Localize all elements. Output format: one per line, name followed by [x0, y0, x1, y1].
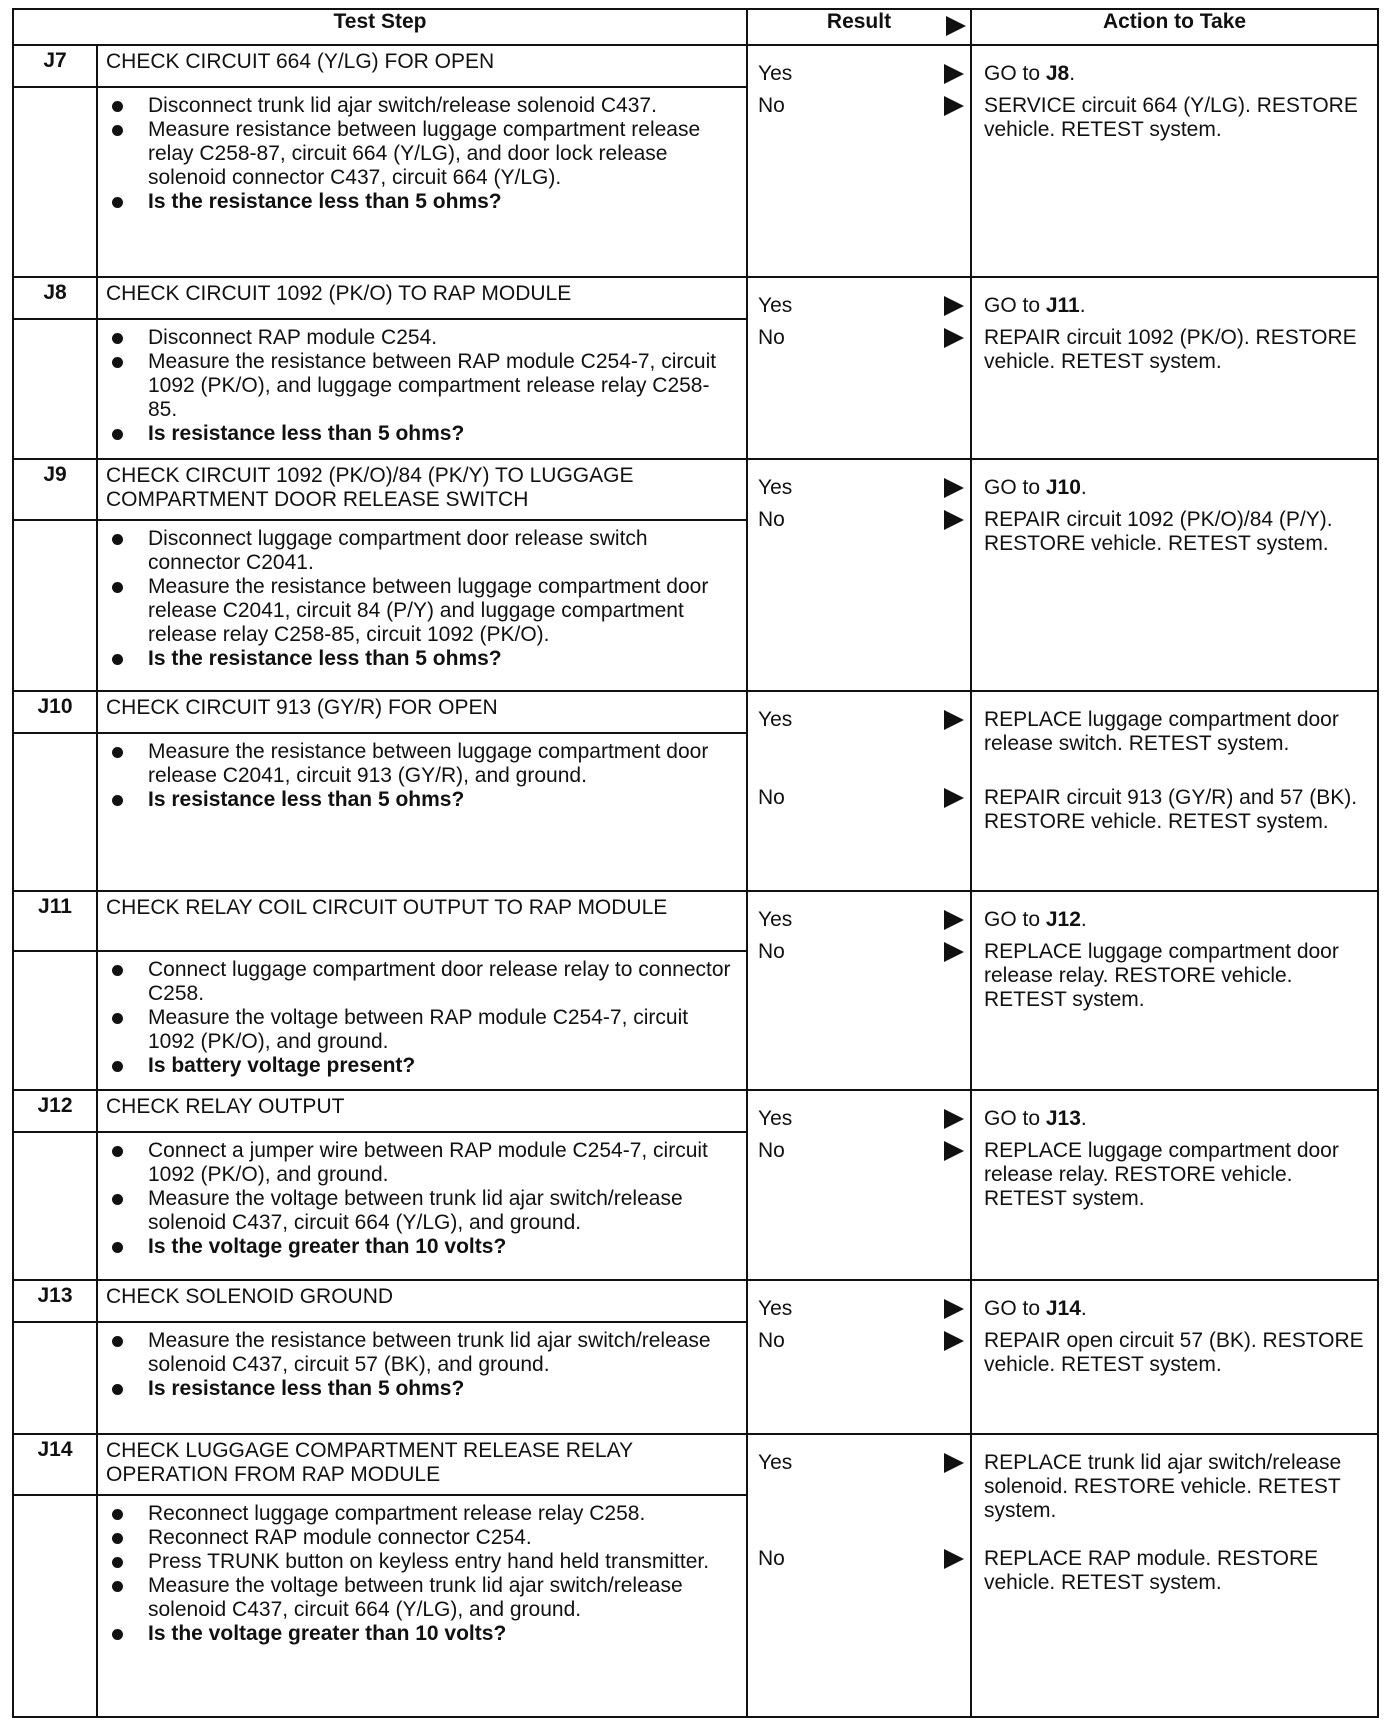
step-id-spacer: [13, 1495, 97, 1717]
bullet-list: [106, 1502, 738, 1646]
step-id: J10: [13, 691, 97, 733]
step-id: J12: [13, 1090, 97, 1132]
action-text-main: REPAIR open circuit 57 (BK). RESTORE vehicle. RETEST system.: [984, 1328, 1364, 1376]
bullet-item: Connect a jumper wire between RAP module C254-7, circuit 1092 (PK/O), and ground.: [106, 1139, 738, 1187]
action-step-ref: J14: [1045, 1296, 1081, 1320]
arrow-right-icon: [944, 1331, 964, 1351]
arrow-right-icon: [944, 710, 964, 730]
diagnostic-table: [12, 8, 1379, 1718]
bullet-item: Measure resistance between luggage compartment release relay C258-87, circuit 664 (Y/LG), and door lock release solenoid connector C437, circuit 664 (Y/LG).: [106, 118, 738, 190]
arrow-right-icon: [944, 510, 964, 530]
action-text: [984, 1329, 1369, 1377]
result-line: [758, 1329, 964, 1353]
result-label: Yes: [758, 61, 793, 85]
action-text-suffix: .: [1069, 61, 1076, 85]
bullet-item: Measure the voltage between RAP module C254-7, circuit 1092 (PK/O), and ground.: [106, 1006, 738, 1054]
step-id: J14: [13, 1434, 97, 1495]
action-text: [984, 1139, 1369, 1211]
action-text-main: REPLACE luggage compartment door release relay. RESTORE vehicle. RETEST system.: [984, 1138, 1339, 1210]
arrow-right-icon: [944, 1109, 964, 1129]
result-line: [758, 908, 964, 932]
bullet-item: Reconnect RAP module connector C254.: [106, 1526, 738, 1550]
action-text-main: REPLACE luggage compartment door release switch. RETEST system.: [984, 707, 1339, 755]
step-id-spacer: [13, 319, 97, 458]
action-text-suffix: .: [1080, 1106, 1087, 1130]
action-text: [984, 94, 1369, 142]
step-instructions: [97, 951, 747, 1090]
step-title-row: [13, 45, 1378, 87]
result-line: [758, 94, 964, 118]
step-title: CHECK CIRCUIT 664 (Y/LG) FOR OPEN: [97, 45, 747, 87]
action-step-ref: J13: [1045, 1106, 1081, 1130]
result-cell: [747, 1090, 971, 1280]
step-instructions: [97, 733, 747, 891]
step-id: J7: [13, 45, 97, 87]
step-id: J11: [13, 891, 97, 950]
action-cell: [971, 1434, 1378, 1717]
action-text-main: GO to: [984, 61, 1046, 85]
step-title-row: [13, 1090, 1378, 1132]
header-row: [13, 9, 1378, 45]
bullet-list: [106, 958, 738, 1078]
bullet-item: Measure the voltage between trunk lid ajar switch/release solenoid C437, circuit 664 (Y/LG), and ground.: [106, 1187, 738, 1235]
step-question: Is resistance less than 5 ohms?: [106, 422, 738, 446]
action-text-suffix: .: [1080, 1296, 1087, 1320]
step-question: Is resistance less than 5 ohms?: [106, 788, 738, 812]
step-id-spacer: [13, 733, 97, 891]
action-text-main: REPAIR circuit 913 (GY/R) and 57 (BK). RESTORE vehicle. RETEST system.: [984, 785, 1358, 833]
bullet-item: Measure the resistance between RAP module C254-7, circuit 1092 (PK/O), and luggage compartment release relay C258-85.: [106, 350, 738, 422]
result-label: No: [758, 507, 785, 531]
arrow-right-icon: [944, 1141, 964, 1161]
action-text-suffix: .: [1079, 294, 1086, 318]
step-title: CHECK RELAY OUTPUT: [97, 1090, 747, 1132]
action-text-main: GO to: [984, 1106, 1046, 1130]
bullet-item: Reconnect luggage compartment release relay C258.: [106, 1502, 738, 1526]
action-step-ref: J8: [1045, 61, 1070, 85]
arrow-right-icon: [944, 788, 964, 808]
action-text: [984, 62, 1369, 86]
arrow-right-icon: [946, 16, 966, 36]
result-cell: [747, 1434, 971, 1717]
result-label: Yes: [758, 908, 793, 932]
result-line: [758, 326, 964, 350]
step-id-spacer: [13, 1322, 97, 1434]
step-title-row: [13, 277, 1378, 319]
action-text-main: GO to: [984, 908, 1046, 932]
header-result: [747, 9, 971, 45]
result-line: [758, 476, 964, 500]
bullet-list: [106, 740, 738, 812]
arrow-right-icon: [944, 328, 964, 348]
result-label: Yes: [758, 1450, 793, 1474]
action-text-suffix: .: [1080, 475, 1087, 499]
step-question: Is the voltage greater than 10 volts?: [106, 1235, 738, 1259]
action-text-main: REPAIR circuit 1092 (PK/O). RESTORE vehicle. RETEST system.: [984, 326, 1357, 374]
result-cell: [747, 891, 971, 1089]
step-title: CHECK CIRCUIT 1092 (PK/O) TO RAP MODULE: [97, 277, 747, 319]
step-id: J8: [13, 277, 97, 319]
arrow-right-icon: [944, 942, 964, 962]
result-cell: [747, 459, 971, 691]
result-line: [758, 1297, 964, 1321]
arrow-right-icon: [944, 1549, 964, 1569]
step-instructions: [97, 1322, 747, 1434]
action-text-main: REPLACE luggage compartment door release relay. RESTORE vehicle. RETEST system.: [984, 940, 1339, 1012]
bullet-item: Measure the voltage between trunk lid ajar switch/release solenoid C437, circuit 664 (Y/LG), and ground.: [106, 1574, 738, 1622]
result-label: Yes: [758, 1296, 793, 1320]
result-cell: [747, 45, 971, 277]
result-cell: [747, 691, 971, 892]
action-text: [984, 508, 1369, 556]
action-text: [984, 326, 1369, 374]
result-label: Yes: [758, 294, 793, 318]
result-label: No: [758, 785, 785, 809]
step-question: Is resistance less than 5 ohms?: [106, 1377, 738, 1401]
action-text: [984, 786, 1369, 834]
result-line: [758, 1451, 964, 1475]
result-label: Yes: [758, 1106, 793, 1130]
header-result-label: Result: [826, 10, 892, 33]
action-text-main: SERVICE circuit 664 (Y/LG). RESTORE vehicle. RETEST system.: [984, 93, 1358, 141]
result-line: [758, 708, 964, 732]
action-text: [984, 1107, 1369, 1131]
step-question: Is battery voltage present?: [106, 1054, 738, 1078]
bullet-item: Disconnect RAP module C254.: [106, 326, 738, 350]
step-id: J9: [13, 459, 97, 520]
result-label: No: [758, 1138, 785, 1162]
action-cell: [971, 891, 1378, 1089]
step-question: Is the voltage greater than 10 volts?: [106, 1622, 738, 1646]
arrow-right-icon: [944, 1453, 964, 1473]
header-test-step: Test Step: [13, 9, 747, 45]
action-text-main: GO to: [984, 294, 1046, 318]
action-step-ref: J11: [1045, 294, 1080, 318]
result-line: [758, 786, 964, 810]
result-label: No: [758, 940, 785, 964]
step-instructions: [97, 520, 747, 691]
result-line: [758, 294, 964, 318]
action-step-ref: J10: [1045, 475, 1081, 499]
step-question: Is the resistance less than 5 ohms?: [106, 647, 738, 671]
bullet-list: [106, 94, 738, 214]
result-label: No: [758, 93, 785, 117]
bullet-list: [106, 326, 738, 446]
action-text: [984, 294, 1369, 318]
action-text-suffix: .: [1080, 908, 1087, 932]
step-instructions: [97, 87, 747, 277]
action-text: [984, 908, 1369, 932]
action-step-ref: J12: [1045, 908, 1081, 932]
action-text: [984, 1297, 1369, 1321]
action-text: [984, 476, 1369, 500]
bullet-item: Measure the resistance between luggage compartment door release C2041, circuit 84 (P/Y) and luggage compartment release relay C258-85, circuit 1092 (PK/O).: [106, 575, 738, 647]
arrow-right-icon: [944, 64, 964, 84]
step-title: CHECK CIRCUIT 913 (GY/R) FOR OPEN: [97, 691, 747, 733]
action-text-main: REPLACE trunk lid ajar switch/release solenoid. RESTORE vehicle. RETEST system.: [984, 1450, 1342, 1522]
bullet-list: [106, 1139, 738, 1259]
step-title: CHECK SOLENOID GROUND: [97, 1280, 747, 1322]
step-title-row: [13, 1434, 1378, 1495]
arrow-right-icon: [944, 910, 964, 930]
result-line: [758, 62, 964, 86]
arrow-right-icon: [944, 296, 964, 316]
step-instructions: [97, 1132, 747, 1280]
step-title-row: [13, 691, 1378, 733]
result-label: No: [758, 1546, 785, 1570]
bullet-item: Press TRUNK button on keyless entry hand held transmitter.: [106, 1550, 738, 1574]
action-text-main: REPAIR circuit 1092 (PK/O)/84 (P/Y). RESTORE vehicle. RETEST system.: [984, 507, 1333, 555]
step-id-spacer: [13, 951, 97, 1090]
step-id: J13: [13, 1280, 97, 1322]
step-title-row: [13, 1280, 1378, 1322]
result-label: No: [758, 326, 785, 350]
result-cell: [747, 277, 971, 459]
result-line: [758, 508, 964, 532]
bullet-item: Connect luggage compartment door release relay to connector C258.: [106, 958, 738, 1006]
result-cell: [747, 1280, 971, 1434]
bullet-item: Measure the resistance between luggage compartment door release C2041, circuit 913 (GY/R), and ground.: [106, 740, 738, 788]
result-label: Yes: [758, 707, 793, 731]
arrow-right-icon: [944, 1299, 964, 1319]
step-title-row: [13, 891, 1378, 950]
result-line: [758, 1139, 964, 1163]
bullet-item: Disconnect trunk lid ajar switch/release solenoid C437.: [106, 94, 738, 118]
action-text: [984, 1451, 1369, 1523]
step-title-row: [13, 459, 1378, 520]
action-cell: [971, 45, 1378, 277]
action-text-main: GO to: [984, 1296, 1046, 1320]
result-label: Yes: [758, 475, 793, 499]
step-id-spacer: [13, 87, 97, 277]
arrow-right-icon: [944, 478, 964, 498]
step-question: Is the resistance less than 5 ohms?: [106, 190, 738, 214]
result-line: [758, 1107, 964, 1131]
step-title: CHECK RELAY COIL CIRCUIT OUTPUT TO RAP MODULE: [97, 891, 747, 950]
action-text: [984, 1547, 1369, 1595]
bullet-list: [106, 527, 738, 671]
action-cell: [971, 277, 1378, 459]
action-cell: [971, 691, 1378, 892]
action-text: [984, 940, 1369, 1012]
header-action: Action to Take: [971, 9, 1378, 45]
bullet-item: Measure the resistance between trunk lid ajar switch/release solenoid C437, circuit 57 (BK), and ground.: [106, 1329, 738, 1377]
step-id-spacer: [13, 1132, 97, 1280]
step-title: CHECK LUGGAGE COMPARTMENT RELEASE RELAY OPERATION FROM RAP MODULE: [97, 1434, 747, 1495]
bullet-list: [106, 1329, 738, 1401]
step-title: CHECK CIRCUIT 1092 (PK/O)/84 (PK/Y) TO LUGGAGE COMPARTMENT DOOR RELEASE SWITCH: [97, 459, 747, 520]
bullet-item: Disconnect luggage compartment door release switch connector C2041.: [106, 527, 738, 575]
action-text-main: REPLACE RAP module. RESTORE vehicle. RETEST system.: [984, 1546, 1319, 1594]
step-instructions: [97, 1495, 747, 1717]
action-cell: [971, 1280, 1378, 1434]
action-text: [984, 708, 1369, 756]
action-text-main: GO to: [984, 475, 1046, 499]
step-id-spacer: [13, 520, 97, 691]
result-line: [758, 940, 964, 964]
step-instructions: [97, 319, 747, 458]
arrow-right-icon: [944, 96, 964, 116]
action-cell: [971, 459, 1378, 691]
action-cell: [971, 1090, 1378, 1280]
result-line: [758, 1547, 964, 1571]
result-label: No: [758, 1328, 785, 1352]
